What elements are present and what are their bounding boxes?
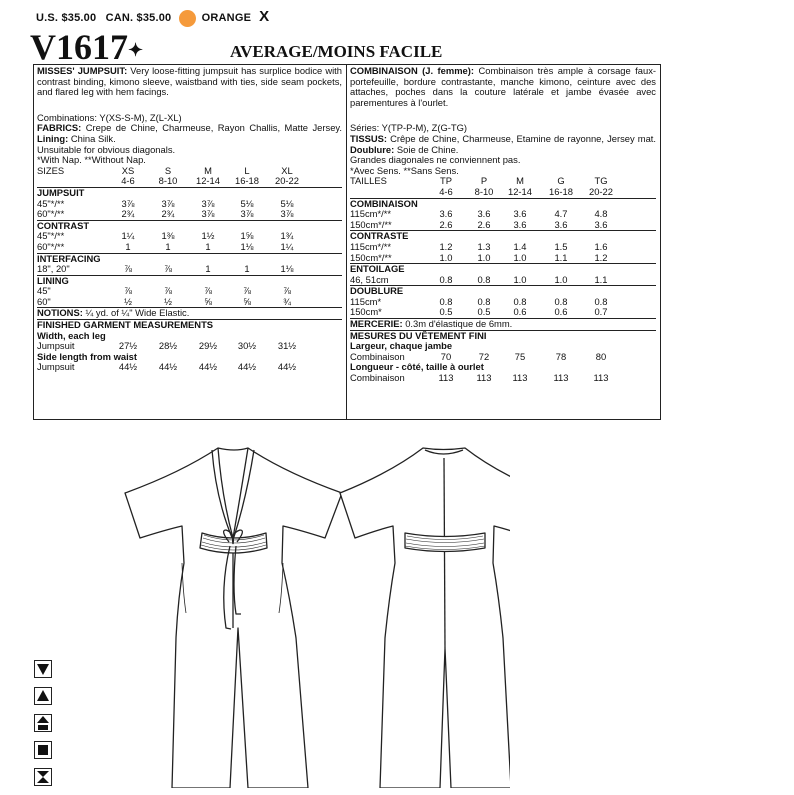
value-cell: XL [281, 164, 293, 176]
value-cell: ⅝ [243, 295, 251, 307]
value-cell: 0.6 [513, 306, 527, 318]
section-title: CONTRAST [37, 219, 90, 231]
triangle-up-box-icon [34, 714, 52, 732]
value-cell: 1¼ [121, 230, 135, 242]
value-cell: 1½ [201, 230, 215, 242]
size-numbers-row [37, 176, 342, 187]
lining-text: China Silk. [70, 132, 116, 144]
value-cell: 1 [125, 240, 131, 252]
yardage-row [350, 253, 656, 264]
row-label: 150cm*/** [350, 218, 392, 230]
french-column [350, 66, 656, 384]
length-title: Side length from waist [37, 350, 138, 362]
value-cell: 2.6 [477, 218, 491, 230]
value-cell: 1.5 [554, 240, 568, 252]
finished-title: MESURES DU VÊTEMENT FINI [350, 329, 487, 341]
value-cell: 1.0 [513, 273, 527, 285]
value-cell: S [164, 164, 172, 176]
value-cell: 5⅛ [240, 197, 254, 209]
notions-label: NOTIONS: [37, 307, 83, 319]
value-cell: 44½ [118, 361, 138, 373]
value-cell: 3.6 [513, 218, 527, 230]
garment-title: COMBINAISON (J. femme): [350, 65, 475, 76]
value-cell: G [557, 175, 565, 187]
value-cell: 72 [478, 350, 490, 362]
price-line [36, 8, 269, 27]
spacer [350, 108, 656, 123]
value-cell: 2¾ [161, 208, 175, 220]
fabrics-text: Crepe de Chine, Charmeuse, Rayon Challis, Matte Jersey. [85, 122, 342, 134]
yardage-row [37, 264, 342, 275]
fabrics-text: Crêpe de Chine, Charmeuse, Etamine de rayonne, Jersey mat. [390, 132, 656, 144]
value-cell: 5⅛ [280, 197, 294, 209]
value-cell: 1⅜ [161, 230, 175, 242]
garment-description: Combinaison très ample à corsage faux-portefeuille, bordure contrastante, manche kimono, ceinture avec des attaches, poches dans la couture latérale et jambe évasée avec parementures à l'ourlet. [350, 65, 656, 108]
value-cell: 0.8 [554, 295, 568, 307]
value-cell: 0.8 [477, 273, 491, 285]
value-cell: 2.6 [439, 218, 453, 230]
notions-text: 0.3m d'élastique de 6mm. [405, 318, 513, 330]
value-cell: 0.8 [439, 273, 453, 285]
yardage-row [350, 307, 656, 318]
finished-title: FINISHED GARMENT MEASUREMENTS [37, 319, 214, 331]
value-cell: ⅞ [243, 285, 251, 297]
section-title: COMBINAISON [350, 197, 418, 209]
value-cell: 3⅞ [240, 208, 254, 220]
notions-label: MERCERIE: [350, 318, 403, 330]
width-title: Width, each leg [37, 329, 106, 341]
lining-label: Lining: [37, 132, 69, 144]
value-cell: 3.6 [594, 218, 608, 230]
value-cell: 1.2 [439, 240, 453, 252]
length-title: Longueur - côté, taille à ourlet [350, 361, 484, 373]
value-cell: 44½ [277, 361, 297, 373]
fabrics-label: FABRICS: [37, 122, 82, 134]
value-cell: 1.3 [477, 240, 491, 252]
value-cell: 30½ [237, 340, 257, 352]
lining-text: Soie de Chine. [396, 143, 459, 155]
size-numbers-row [350, 187, 656, 198]
notions-line [37, 308, 342, 319]
yardage-row [350, 275, 656, 286]
value-cell: 113 [512, 372, 528, 384]
value-cell: 4.7 [554, 208, 568, 220]
triangle-up-icon [34, 687, 52, 705]
length-row [37, 362, 342, 373]
value-cell: XS [121, 164, 135, 176]
value-cell: 44½ [237, 361, 257, 373]
row-label: Combinaison [350, 372, 405, 384]
can-price: CAN. $35.00 [105, 12, 172, 24]
row-label: 150cm* [350, 306, 382, 318]
value-cell: P [480, 175, 488, 187]
difficulty: AVERAGE/MOINS FACILE [230, 42, 443, 61]
notions-text: ¼ yd. of ¼" Wide Elastic. [85, 307, 190, 319]
width-row [350, 352, 656, 363]
yardage-row [350, 297, 656, 308]
back-view-jumpsuit [340, 448, 510, 788]
row-label: Jumpsuit [37, 340, 75, 352]
value-cell: 16-18 [549, 185, 573, 197]
value-cell: 12-14 [508, 185, 532, 197]
row-label: SIZES [37, 164, 65, 176]
value-cell: 75 [514, 350, 526, 362]
value-cell: ⅞ [124, 285, 132, 297]
width-row [37, 341, 342, 352]
hourglass-icon [34, 768, 52, 786]
value-cell: 3.6 [477, 208, 491, 220]
section-title: LINING [37, 274, 69, 286]
value-cell: ¾ [283, 295, 291, 307]
fabrics-paragraph [350, 134, 656, 155]
row-label: 115cm*/** [350, 240, 391, 252]
value-cell: 1¼ [280, 240, 294, 252]
section-title: CONTRASTE [350, 230, 409, 242]
value-cell: 44½ [158, 361, 178, 373]
value-cell: 1.0 [477, 251, 491, 263]
length-row [350, 373, 656, 384]
value-cell: 78 [555, 350, 567, 362]
us-price: U.S. $35.00 [36, 12, 97, 24]
section-title: JUMPSUIT [37, 186, 85, 198]
value-cell: 3.6 [554, 218, 568, 230]
value-cell: 1.0 [439, 251, 453, 263]
row-label: 115cm* [350, 295, 382, 307]
value-cell: 3.6 [439, 208, 453, 220]
yardage-row [37, 242, 342, 253]
value-cell: M [204, 164, 212, 176]
row-label: 46, 51cm [350, 273, 389, 285]
value-cell: 1⅝ [240, 230, 254, 242]
value-cell: ⅞ [164, 285, 172, 297]
unsuitable-note: Grandes diagonales ne conviennent pas. [350, 154, 521, 166]
value-cell: ⅞ [164, 263, 172, 275]
garment-drawings [120, 438, 510, 788]
value-cell: 70 [440, 350, 452, 362]
star-icon: ✦ [128, 40, 144, 61]
width-title: Largeur, chaque jambe [350, 340, 453, 352]
description-paragraph [350, 66, 656, 108]
value-cell: ⅞ [283, 285, 291, 297]
value-cell: 1 [205, 263, 211, 275]
row-label: Combinaison [350, 350, 405, 362]
row-label: TAILLES [350, 175, 387, 187]
value-cell: 1.4 [513, 240, 527, 252]
value-cell: 1.6 [594, 240, 608, 252]
column-divider [346, 64, 347, 420]
combinations: Combinations: Y(XS-S-M), Z(L-XL) [37, 111, 182, 123]
combinations: Séries: Y(TP-P-M), Z(G-TG) [350, 122, 468, 134]
value-cell: 1⅛ [280, 263, 294, 275]
value-cell: 3⅞ [280, 208, 294, 220]
garment-description: Very loose-fitting jumpsuit has surplice bodice with contrast binding, kimono sleeve, waistband with ties, side seam pockets, and flared leg with hem facings. [37, 65, 342, 98]
unsuitable-note: Unsuitable for obvious diagonals. [37, 143, 176, 155]
value-cell: ½ [164, 295, 172, 307]
value-cell: 31½ [277, 340, 297, 352]
value-cell: 0.8 [439, 295, 453, 307]
pattern-number [30, 26, 143, 68]
square-icon [34, 741, 52, 759]
row-label: 18", 20" [37, 263, 70, 275]
value-cell: 8-10 [158, 175, 178, 187]
value-cell: ⅝ [204, 295, 212, 307]
value-cell: 1.1 [594, 273, 608, 285]
value-cell: 80 [595, 350, 607, 362]
value-cell: 1⅛ [240, 240, 254, 252]
value-cell: 1.0 [554, 273, 568, 285]
value-cell: 27½ [118, 340, 138, 352]
value-cell: 3⅞ [201, 208, 215, 220]
row-label: 150cm*/** [350, 251, 392, 263]
row-label: 115cm*/** [350, 208, 391, 220]
value-cell: 29½ [198, 340, 218, 352]
value-cell: 1.2 [594, 251, 608, 263]
row-label: 45"*/** [37, 197, 65, 209]
value-cell: 3⅞ [121, 197, 135, 209]
value-cell: 0.8 [594, 295, 608, 307]
value-cell: 0.7 [594, 306, 608, 318]
value-cell: 113 [438, 372, 454, 384]
value-cell: ⅞ [124, 263, 132, 275]
notions-line [350, 319, 656, 330]
value-cell: 1¾ [280, 230, 294, 242]
value-cell: 0.8 [513, 295, 527, 307]
row-label: 45" [37, 285, 51, 297]
value-cell: 0.6 [554, 306, 568, 318]
value-cell: 8-10 [474, 185, 494, 197]
value-cell: 4.8 [594, 208, 608, 220]
value-cell: L [244, 164, 250, 176]
row-label: 60" [37, 295, 51, 307]
section-title: DOUBLURE [350, 285, 404, 297]
color-swatch [179, 10, 196, 27]
row-label: 60"*/** [37, 240, 65, 252]
nap-note: *Avec Sens. **Sans Sens. [350, 164, 459, 176]
value-cell: 28½ [158, 340, 178, 352]
section-title: INTERFACING [37, 252, 101, 264]
yardage-row [37, 199, 342, 210]
yardage-row [37, 209, 342, 220]
value-cell: 0.5 [439, 306, 453, 318]
fabrics-paragraph [37, 123, 342, 144]
yardage-row [350, 209, 656, 220]
lining-label: Doublure: [350, 143, 395, 155]
value-cell: 4-6 [439, 185, 453, 197]
value-cell: 0.5 [477, 306, 491, 318]
value-cell: 4-6 [121, 175, 135, 187]
value-cell: TG [594, 175, 608, 187]
value-cell: 1 [165, 240, 171, 252]
row-label: 45"*/** [37, 230, 65, 242]
notion-symbols [34, 660, 54, 795]
front-view-jumpsuit [125, 448, 342, 788]
yardage-row [37, 286, 342, 297]
value-cell: 12-14 [196, 175, 220, 187]
value-cell: 3⅞ [201, 197, 215, 209]
value-cell: ⅞ [204, 285, 212, 297]
value-cell: 1.1 [554, 251, 568, 263]
value-cell: M [516, 175, 524, 187]
description-paragraph [37, 66, 342, 98]
value-cell: 1.0 [513, 251, 527, 263]
section-title: ENTOILAGE [350, 263, 405, 275]
value-cell: 44½ [198, 361, 218, 373]
value-cell: TP [440, 175, 452, 187]
value-cell: ½ [124, 295, 132, 307]
spacer [37, 98, 342, 113]
garment-title: MISSES' JUMPSUIT: [37, 65, 128, 76]
value-cell: 20-22 [589, 185, 613, 197]
row-label: 60"*/** [37, 208, 65, 220]
value-cell: 113 [593, 372, 609, 384]
value-cell: 2¾ [121, 208, 135, 220]
mark: X [259, 8, 270, 25]
value-cell: 16-18 [235, 175, 259, 187]
nap-note: *With Nap. **Without Nap. [37, 154, 146, 166]
row-label: Jumpsuit [37, 361, 75, 373]
yardage-row [37, 297, 342, 308]
color-label: ORANGE [201, 12, 252, 24]
value-cell: 1 [205, 240, 211, 252]
yardage-row [37, 231, 342, 242]
english-column [37, 66, 342, 373]
value-cell: 3⅞ [161, 197, 175, 209]
yardage-row [350, 220, 656, 231]
value-cell: 1 [244, 263, 250, 275]
fabrics-label: TISSUS: [350, 132, 387, 144]
value-cell: 113 [553, 372, 569, 384]
value-cell: 20-22 [275, 175, 299, 187]
yardage-row [350, 242, 656, 253]
triangle-down-icon [34, 660, 52, 678]
pattern-number-text: V1617 [30, 27, 128, 67]
value-cell: 3.6 [513, 208, 527, 220]
value-cell: 0.8 [477, 295, 491, 307]
value-cell: 113 [476, 372, 492, 384]
